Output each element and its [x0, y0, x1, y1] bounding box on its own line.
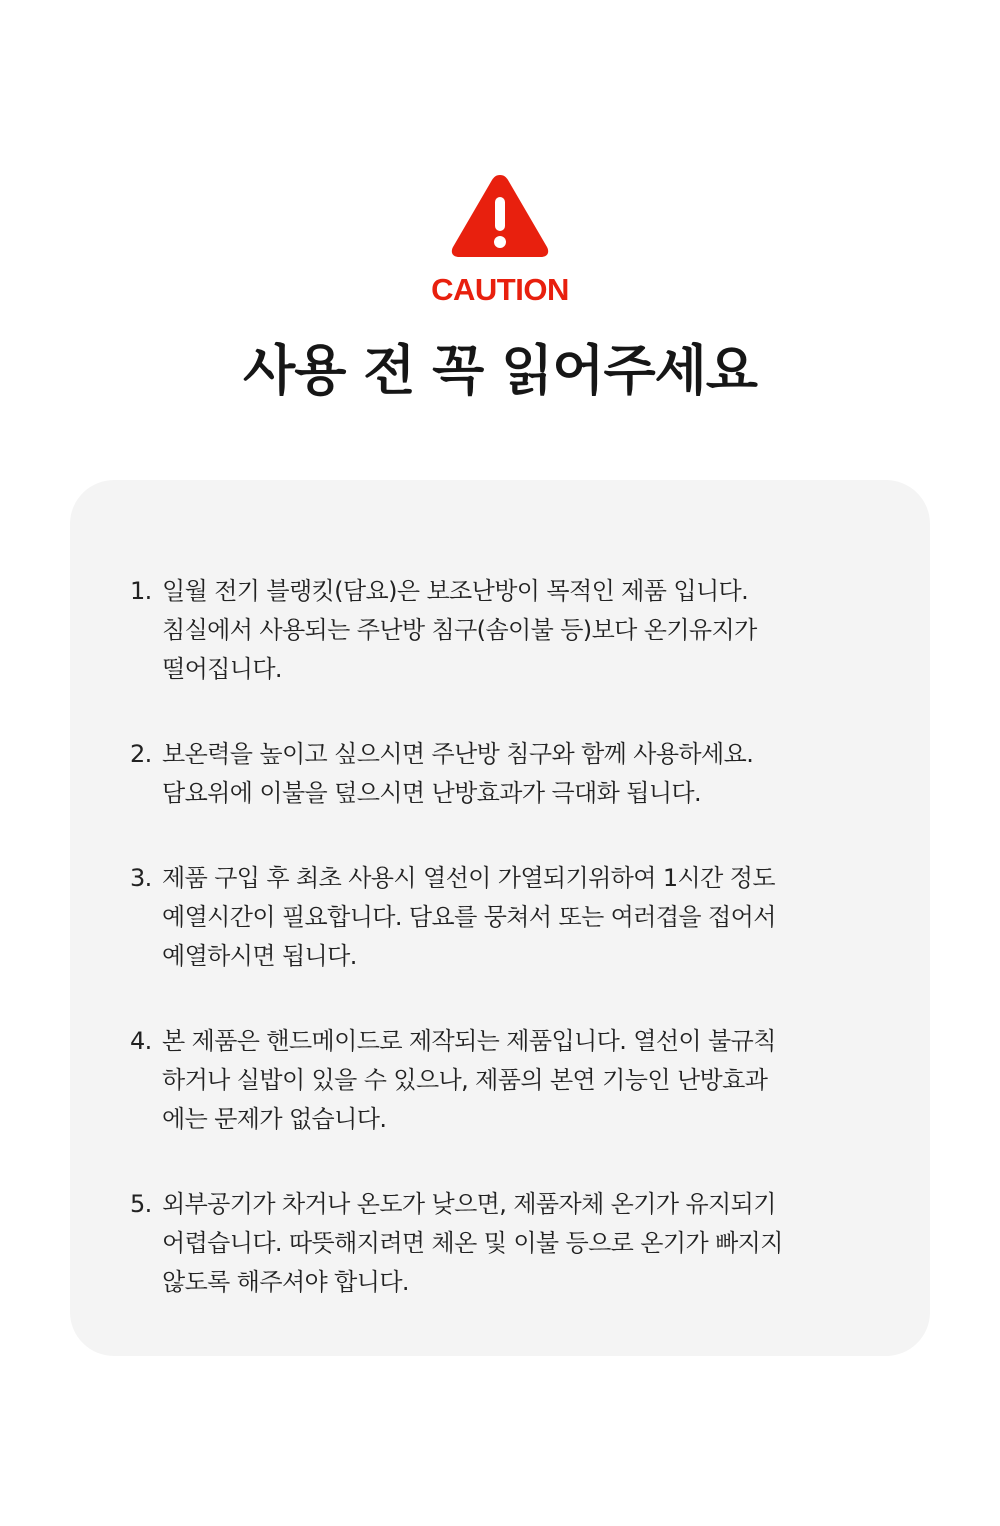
- notice-line: 떨어집니다.: [162, 655, 282, 683]
- caution-label: CAUTION: [431, 272, 569, 307]
- notice-line: 침실에서 사용되는 주난방 침구(솜이불 등)보다 온기유지가: [162, 616, 757, 644]
- notice-line: 예열하시면 됩니다.: [162, 942, 357, 970]
- warning-triangle-icon: [449, 171, 551, 259]
- notice-line: 제품 구입 후 최초 사용시 열선이 가열되기위하여 1시간 정도: [162, 864, 775, 892]
- notice-item-2: [130, 735, 870, 813]
- notice-number: 2.: [130, 740, 152, 768]
- notice-line: 보온력을 높이고 싶으시면 주난방 침구와 함께 사용하세요.: [162, 740, 754, 768]
- notice-item-1: [130, 572, 870, 689]
- notice-line: 외부공기가 차거나 온도가 낮으면, 제품자체 온기가 유지되기: [162, 1190, 776, 1218]
- notice-line: 하거나 실밥이 있을 수 있으나, 제품의 본연 기능인 난방효과: [162, 1066, 768, 1094]
- notice-line: 않도록 해주셔야 합니다.: [162, 1268, 409, 1296]
- notice-number: 1.: [130, 577, 152, 605]
- notice-list: [130, 572, 870, 1348]
- notice-item-5: [130, 1185, 870, 1302]
- notice-line: 에는 문제가 없습니다.: [162, 1105, 387, 1133]
- notice-line: 담요위에 이불을 덮으시면 난방효과가 극대화 됩니다.: [162, 779, 702, 807]
- notice-item-4: [130, 1022, 870, 1139]
- notice-line: 어렵습니다. 따뜻해지려면 체온 및 이불 등으로 온기가 빠지지: [162, 1229, 783, 1257]
- notice-line: 일월 전기 블랭킷(담요)은 보조난방이 목적인 제품 입니다.: [162, 577, 749, 605]
- notice-line: 본 제품은 핸드메이드로 제작되는 제품입니다. 열선이 불규칙: [162, 1027, 776, 1055]
- notice-number: 5.: [130, 1190, 152, 1218]
- notice-item-3: [130, 859, 870, 976]
- notice-line: 예열시간이 필요합니다. 담요를 뭉쳐서 또는 여러겹을 접어서: [162, 903, 776, 931]
- page-title: 사용 전 꼭 읽어주세요: [243, 339, 757, 402]
- notice-number: 3.: [130, 864, 152, 892]
- notice-number: 4.: [130, 1027, 152, 1055]
